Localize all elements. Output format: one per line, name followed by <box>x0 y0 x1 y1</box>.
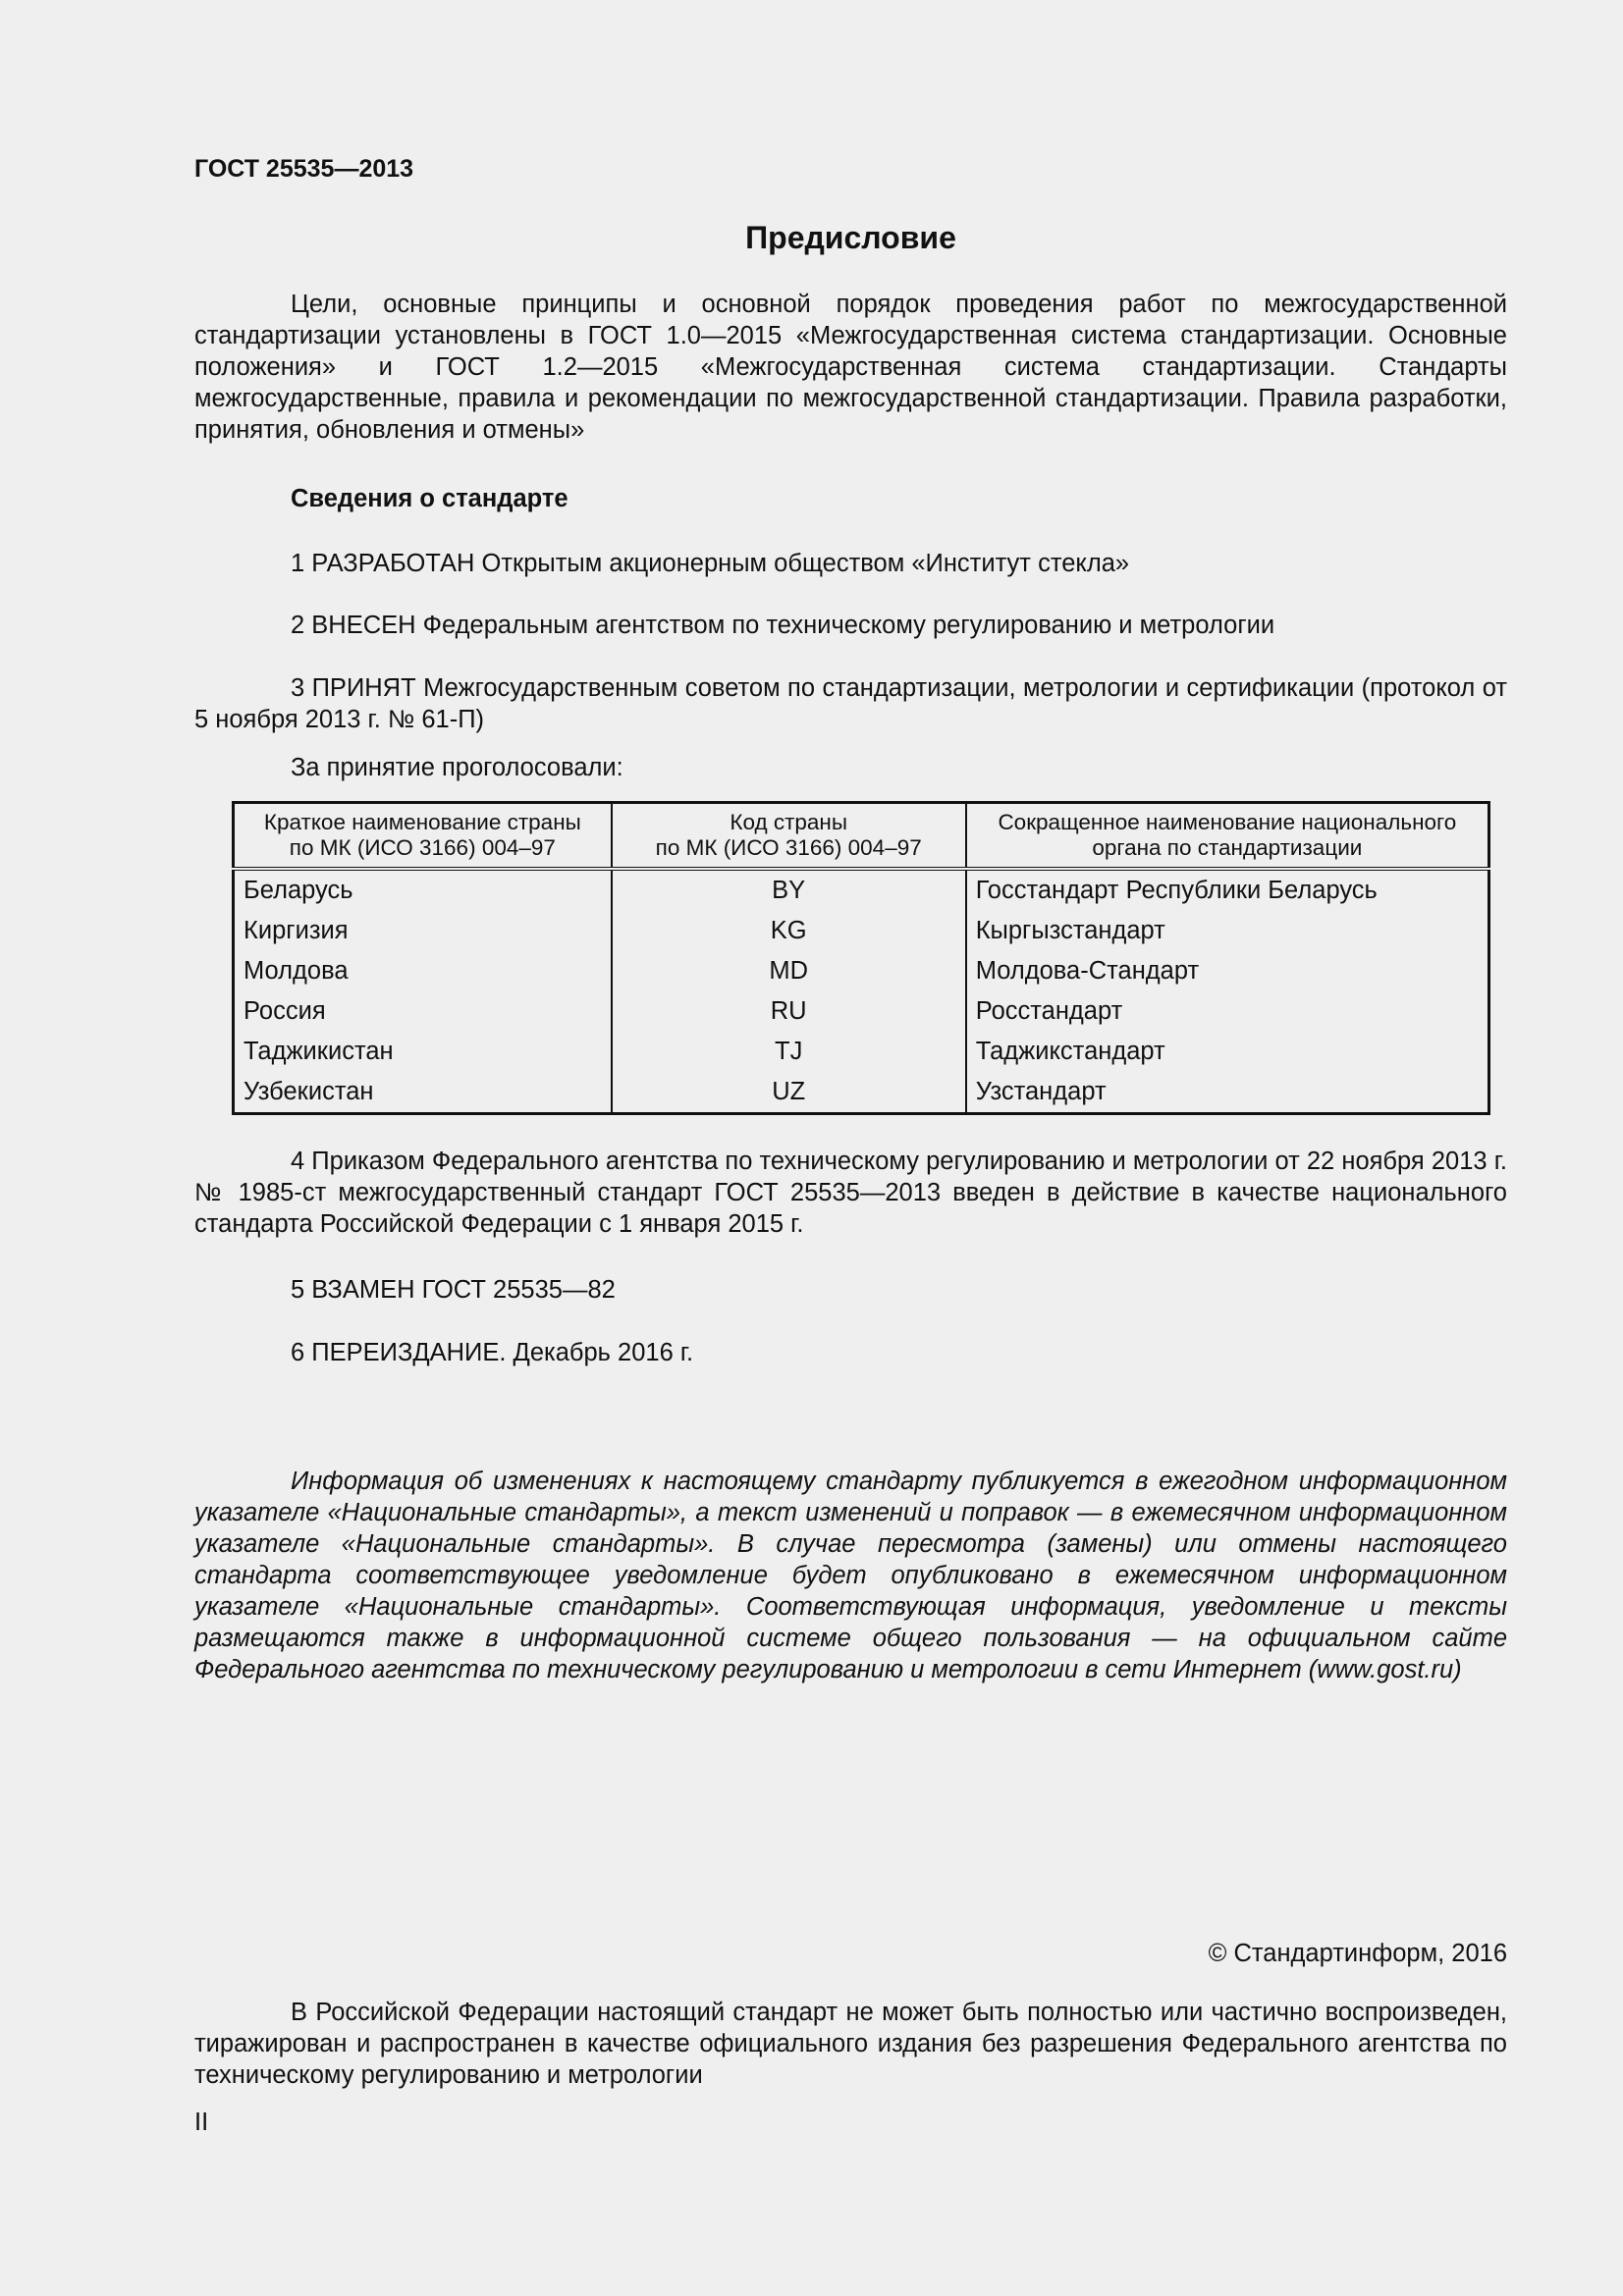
item-4-order: 4 Приказом Федерального агентства по техническому регулированию и метрологии от 22 ноября 2013 г. № 1985-ст межгосударственный стандарт ГОСТ 25535—2013 введен в действие в качестве национального стандарта Российской Федерации с 1 января 2015 г. <box>194 1148 1507 1238</box>
table-header-row <box>234 803 1489 870</box>
table-row <box>234 951 1489 991</box>
page-title: Предисловие <box>745 220 956 255</box>
cell-code: MD <box>612 951 966 991</box>
table-row <box>234 1072 1489 1114</box>
item-2-submitted: 2 ВНЕСЕН Федеральным агентством по техническому регулированию и метрологии <box>291 612 1275 639</box>
header-country-code <box>612 803 966 870</box>
header-country-name <box>234 803 612 870</box>
voting-table <box>232 801 1490 1115</box>
cell-national-body: Кыргызстандарт <box>966 911 1489 951</box>
voted-label: За принятие проголосовали: <box>291 754 623 781</box>
cell-code: BY <box>612 869 966 911</box>
cell-country: Узбекистан <box>234 1072 612 1114</box>
document-code: ГОСТ 25535—2013 <box>194 155 414 183</box>
cell-country: Россия <box>234 991 612 1032</box>
header-code-line-1: Код страны <box>730 810 848 834</box>
cell-code: TJ <box>612 1032 966 1072</box>
item-6-reissue: 6 ПЕРЕИЗДАНИЕ. Декабрь 2016 г. <box>291 1339 694 1366</box>
item-3-adopted: 3 ПРИНЯТ Межгосударственным советом по стандартизации, метрологии и сертификации (протокол от 5 ноября 2013 г. № 61-П) <box>194 674 1507 733</box>
intro-paragraph: Цели, основные принципы и основной порядок проведения работ по межгосударственной стандартизации установлены в ГОСТ 1.0—2015 «Межгосударственная система стандартизации. Основные положения» и ГОСТ 1.2—2015 «Межгосударственная система стандартизации. Стандарты межгосударственные, правила и рекомендации по межгосударственной стандартизации. Правила разработки, принятия, обновления и отмены» <box>194 291 1507 444</box>
header-country-line-2: по МК (ИСО 3166) 004–97 <box>289 835 556 860</box>
header-national-body <box>966 803 1489 870</box>
cell-country: Молдова <box>234 951 612 991</box>
cell-national-body: Таджикстандарт <box>966 1032 1489 1072</box>
item-1-developed: 1 РАЗРАБОТАН Открытым акционерным обществом «Институт стекла» <box>291 550 1130 577</box>
header-code-line-2: по МК (ИСО 3166) 004–97 <box>655 835 922 860</box>
cell-code: KG <box>612 911 966 951</box>
table-row <box>234 1032 1489 1072</box>
table-row <box>234 991 1489 1032</box>
table-row <box>234 869 1489 911</box>
cell-code: UZ <box>612 1072 966 1114</box>
cell-code: RU <box>612 991 966 1032</box>
table-row <box>234 911 1489 951</box>
rights-notice: В Российской Федерации настоящий стандарт не может быть полностью или частично воспроизведен, тиражирован и распространен в качестве официального издания без разрешения Федерального агентства по техническому регулированию и метрологии <box>194 1999 1507 2089</box>
page-number: II <box>194 2109 209 2136</box>
header-body-line-2: органа по стандартизации <box>1092 835 1363 860</box>
copyright: © Стандартинформ, 2016 <box>1208 1940 1507 1967</box>
cell-country: Киргизия <box>234 911 612 951</box>
header-body-line-1: Сокращенное наименование национального <box>998 810 1457 834</box>
cell-country: Беларусь <box>234 869 612 911</box>
cell-country: Таджикистан <box>234 1032 612 1072</box>
item-5-replaces: 5 ВЗАМЕН ГОСТ 25535—82 <box>291 1276 616 1304</box>
cell-national-body: Молдова-Стандарт <box>966 951 1489 991</box>
cell-national-body: Госстандарт Республики Беларусь <box>966 869 1489 911</box>
cell-national-body: Росстандарт <box>966 991 1489 1032</box>
info-heading: Сведения о стандарте <box>291 485 568 512</box>
header-country-line-1: Краткое наименование страны <box>263 810 581 834</box>
cell-national-body: Узстандарт <box>966 1072 1489 1114</box>
changes-notice: Информация об изменениях к настоящему стандарту публикуется в ежегодном информационном указателе «Национальные стандарты», а текст изменений и поправок — в ежемесячном информационном указателе «Национальные стандарты». В случае пересмотра (замены) или отмены настоящего стандарта соответствующее уведомление будет опубликовано в ежемесячном информационном указателе «Национальные стандарты». Соответствующая информация, уведомление и тексты размещаются также в информационной системе общего пользования — на официальном сайте Федерального агентства по техническому регулированию и метрологии в сети Интернет (www.gost.ru) <box>194 1468 1507 1683</box>
